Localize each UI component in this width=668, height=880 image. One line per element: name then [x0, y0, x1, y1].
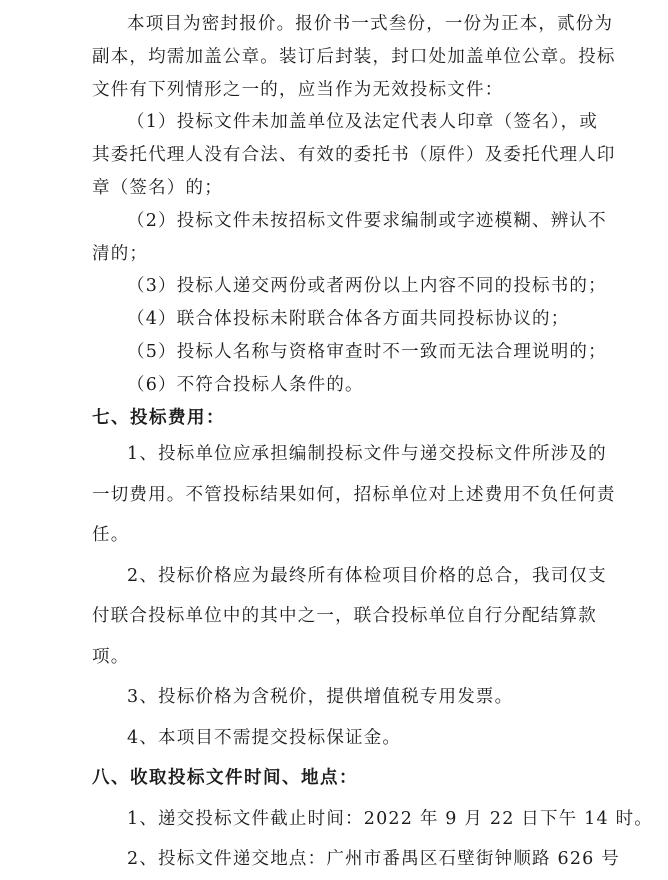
paragraph-line: 1、投标单位应承担编制投标文件与递交投标文件所涉及的: [127, 444, 607, 465]
paragraph-line: 一切费用。不管投标结果如何，招标单位对上述费用不负任何责: [92, 484, 616, 505]
list-item-line: （2）投标文件未按招标文件要求编制或字迹模糊、辨认不: [127, 210, 607, 231]
paragraph-line: 付联合投标单位中的其中之一，联合投标单位自行分配结算款: [92, 606, 597, 627]
paragraph-line: 1、递交投标文件截止时间：2022 年 9 月 22 日下午 14 时。: [127, 808, 653, 829]
list-item-line: （1）投标文件未加盖单位及法定代表人印章（签名），或: [127, 112, 599, 133]
list-item-line: 清的；: [92, 243, 149, 264]
list-item-line: （3）投标人递交两份或者两份以上内容不同的投标书的；: [127, 276, 607, 297]
paragraph-line: 副本，均需加盖公章。装订后封装，封口处加盖单位公章。投标: [92, 46, 616, 67]
paragraph-line: 4、本项目不需提交投标保证金。: [127, 727, 402, 748]
list-item-line: （5）投标人名称与资格审查时不一致而无法合理说明的；: [127, 341, 607, 362]
section-heading-submission: 八、收取投标文件时间、地点：: [92, 768, 358, 789]
paragraph-line: 项。: [92, 646, 130, 667]
list-item-line: （4）联合体投标未附联合体各方面共同投标协议的；: [127, 309, 570, 330]
paragraph-line: 本项目为密封报价。报价书一式叁份，一份为正本，贰份为: [127, 14, 614, 34]
paragraph-line: 3、投标价格为含税价，提供增值税专用发票。: [127, 687, 514, 708]
list-item-line: （6）不符合投标人条件的。: [127, 374, 364, 395]
section-heading-fees: 七、投标费用：: [92, 407, 225, 428]
paragraph-line: 任。: [92, 525, 130, 546]
paragraph-line: 2、投标价格应为最终所有体检项目价格的总合，我司仅支: [127, 565, 607, 586]
list-item-line: 其委托代理人没有合法、有效的委托书（原件）及委托代理人印: [92, 145, 616, 166]
list-item-line: 章（签名）的；: [92, 177, 223, 198]
paragraph-line: 文件有下列情形之一的，应当作为无效投标文件：: [92, 79, 504, 100]
paragraph-line: 2、投标文件递交地点：广州市番禺区石壁街钟顺路 626 号: [127, 849, 620, 870]
